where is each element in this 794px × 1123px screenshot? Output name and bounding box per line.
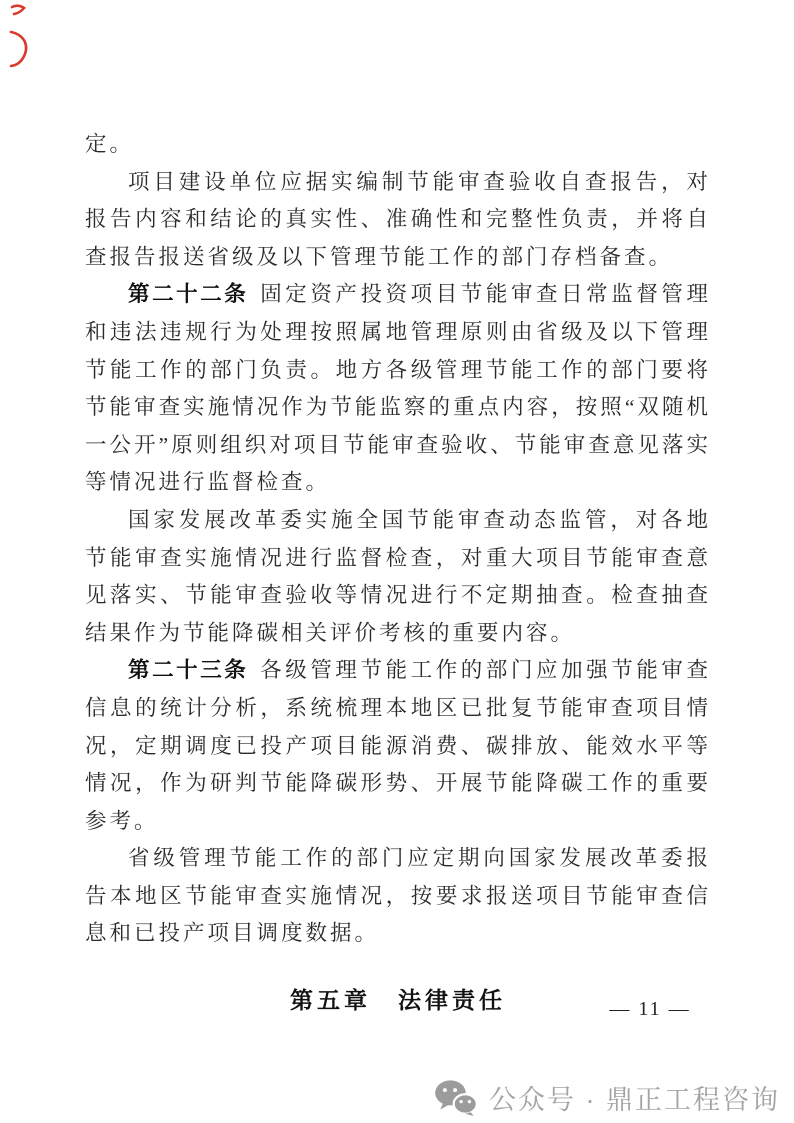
paragraph (85, 840, 711, 953)
paragraph (85, 502, 711, 652)
document-body (85, 126, 711, 1020)
paragraph (85, 276, 711, 502)
paragraph-text: 定。 (85, 132, 135, 156)
paragraph-text: 固定资产投资项目节能审查日常监督管理和违法违规行为处理按照属地管理原则由省级及以下管理节能工作的部门负责。地方各级管理节能工作的部门要将节能审查实施情况作为节能监察的重点内容，按照“双随机一公开”原则组织对项目节能审查验收、节能审查意见落实等情况进行监督检查。 (85, 282, 711, 495)
article-number: 第二十三条 (128, 658, 249, 683)
paragraph-text: 省级管理节能工作的部门应定期向国家发展改革委报告本地区节能审查实施情况，按要求报送项目节能审查信息和已投产项目调度数据。 (85, 846, 711, 946)
paragraph-text: 各级管理节能工作的部门应加强节能审查信息的统计分析，系统梳理本地区已批复节能审查项目情况，定期调度已投产项目能源消费、碳排放、能效水平等情况，作为研判节能降碳形势、开展节能降碳工作的重要参考。 (85, 658, 711, 833)
paragraph (85, 652, 711, 840)
wechat-icon (433, 1079, 479, 1116)
wechat-footer (433, 1078, 780, 1117)
article-number: 第二十二条 (128, 282, 249, 307)
paragraph-text: 国家发展改革委实施全国节能审查动态监管，对各地节能审查实施情况进行监督检查，对重大项目节能审查意见落实、节能审查验收等情况进行不定期抽查。检查抽查结果作为节能降碳相关评价考核的重要内容。 (85, 507, 711, 645)
page-number: — 11 — (609, 998, 691, 1020)
paragraph-text: 项目建设单位应据实编制节能审查验收自查报告，对报告内容和结论的真实性、准确性和完整性负责，并将自查报告报送省级及以下管理节能工作的部门存档备查。 (85, 169, 711, 269)
paragraph (85, 126, 711, 164)
paragraph (85, 164, 711, 277)
chapter-heading: 第五章 法律责任 (290, 987, 506, 1014)
red-pen-marks-icon (4, 2, 48, 72)
wechat-account-label: 公众号 · 鼎正工程咨询 (489, 1085, 780, 1115)
